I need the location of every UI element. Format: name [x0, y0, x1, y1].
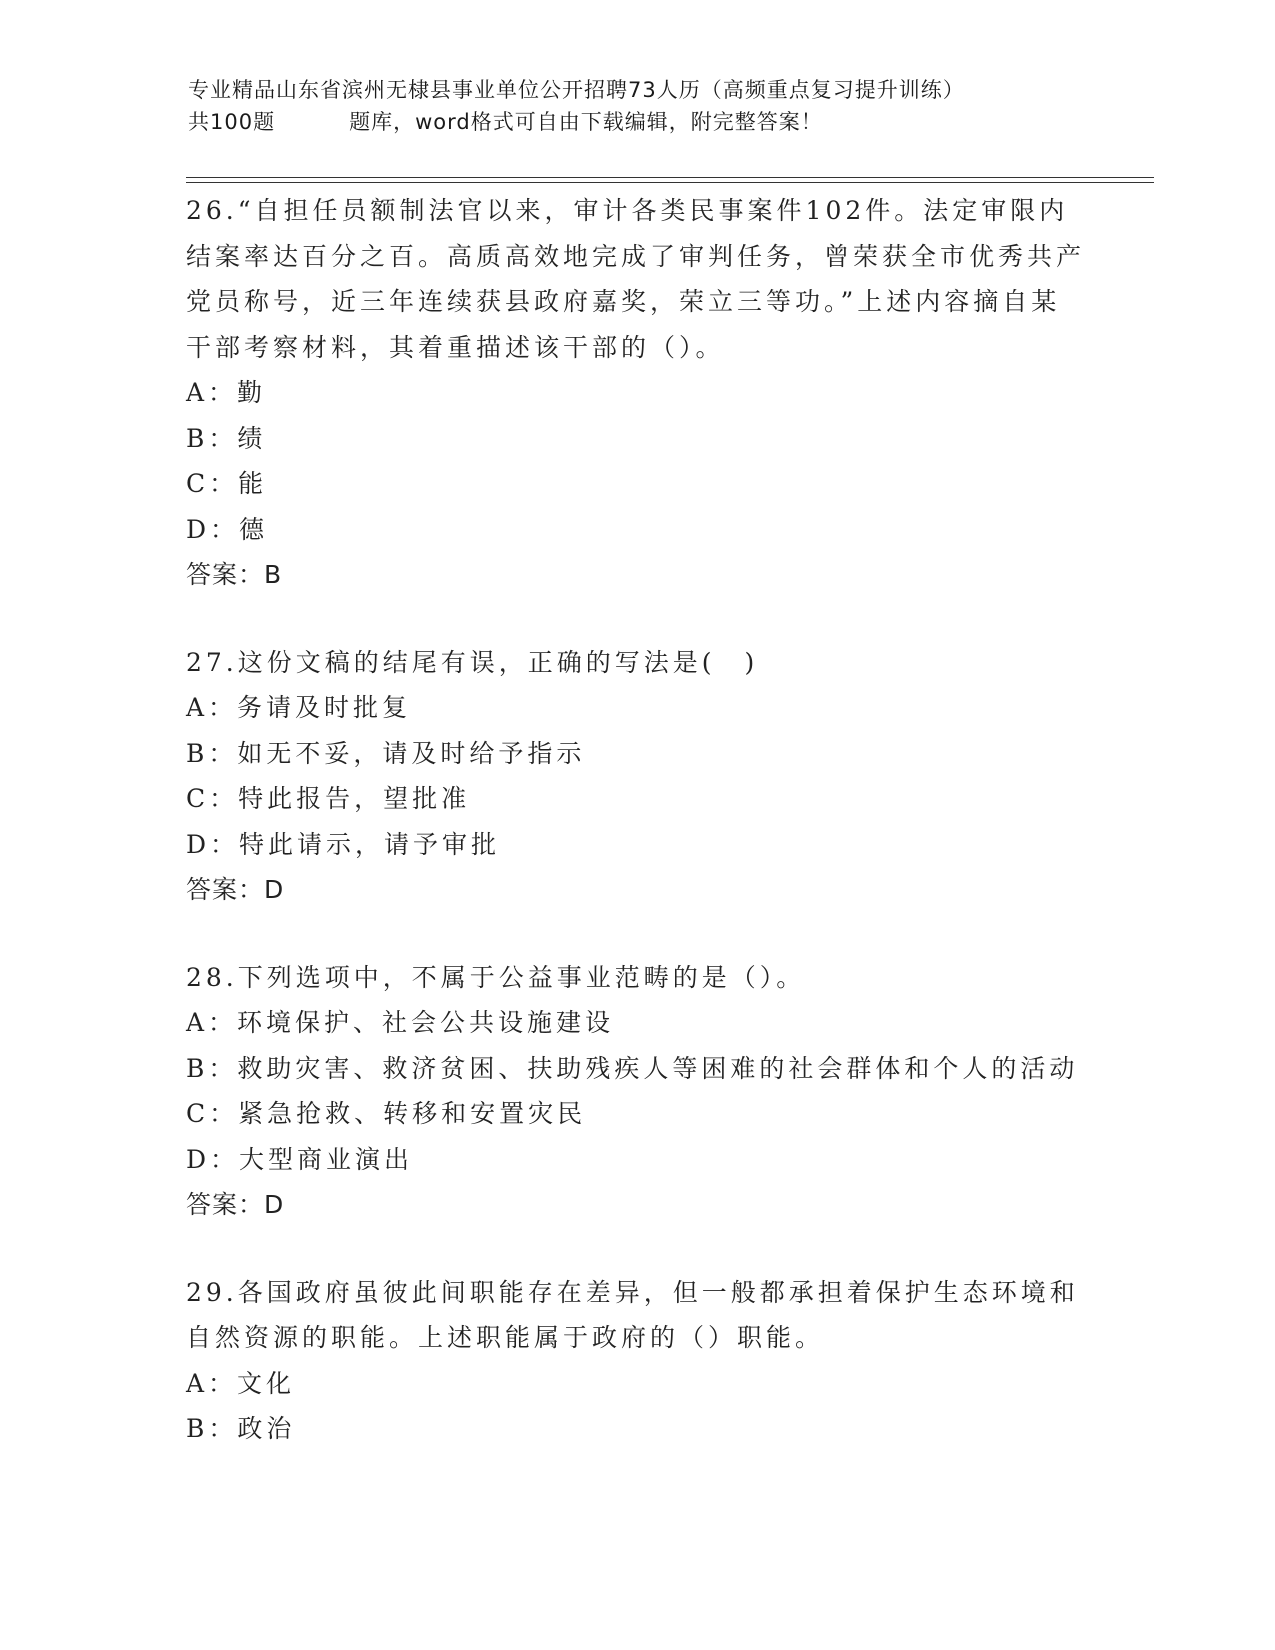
- answer-text: 答案：B: [186, 560, 283, 589]
- answer-text: 答案：D: [186, 1190, 285, 1219]
- option-b: B：如无不妥，请及时给予指示: [186, 738, 586, 768]
- header-divider-top: [186, 177, 1154, 178]
- question-29: [186, 1270, 1086, 1452]
- header-question-count: 共100题: [188, 110, 276, 134]
- option-c: C：特此报告，望批准: [186, 784, 471, 813]
- question-text: 28.下列选项中，不属于公益事业范畴的是（）。: [186, 962, 806, 992]
- document-header: [188, 74, 1068, 138]
- question-text: 27.这份文稿的结尾有误，正确的写法是( ): [186, 647, 759, 677]
- header-subtitle-line: [188, 106, 1068, 138]
- option-b: B：绩: [186, 423, 267, 453]
- option-a: A：勤: [186, 378, 267, 407]
- option-d: D：特此请示，请予审批: [186, 829, 501, 859]
- answer-text: 答案：D: [186, 875, 285, 904]
- header-description: 题库，word格式可自由下载编辑，附完整答案！: [349, 110, 823, 134]
- option-a: A：务请及时批复: [186, 693, 412, 722]
- option-a: A：环境保护、社会公共设施建设: [186, 1008, 615, 1037]
- question-26: [186, 188, 1086, 598]
- question-text: 29.各国政府虽彼此间职能存在差异，但一般都承担着保护生态环境和自然资源的职能。上述职能属于政府的（）职能。: [186, 1277, 1079, 1352]
- header-title-line: 专业精品山东省滨州无棣县事业单位公开招聘73人历（高频重点复习提升训练）: [188, 78, 965, 102]
- option-a: A：文化: [186, 1368, 296, 1398]
- header-gap: [275, 106, 349, 138]
- option-d: D：大型商业演出: [186, 1144, 414, 1174]
- question-text: 26.“自担任员额制法官以来，审计各类民事案件102件。法定审限内结案率达百分之百。高质高效地完成了审判任务，曾荣获全市优秀共产党员称号，近三年连续获县政府嘉奖，荣立三等功。”上述内容摘自某干部考察材料，其着重描述该干部的（）。: [186, 196, 1086, 362]
- question-27: [186, 640, 1086, 913]
- question-list: [186, 188, 1086, 1494]
- header-divider-bottom: [186, 182, 1154, 183]
- option-d: D：德: [186, 514, 269, 544]
- question-28: [186, 955, 1086, 1228]
- option-b: B：政治: [186, 1414, 296, 1443]
- option-c: C：紧急抢救、转移和安置灾民: [186, 1099, 587, 1128]
- option-c: C：能: [186, 469, 268, 498]
- option-b: B：救助灾害、救济贫困、扶助残疾人等困难的社会群体和个人的活动: [186, 1053, 1079, 1083]
